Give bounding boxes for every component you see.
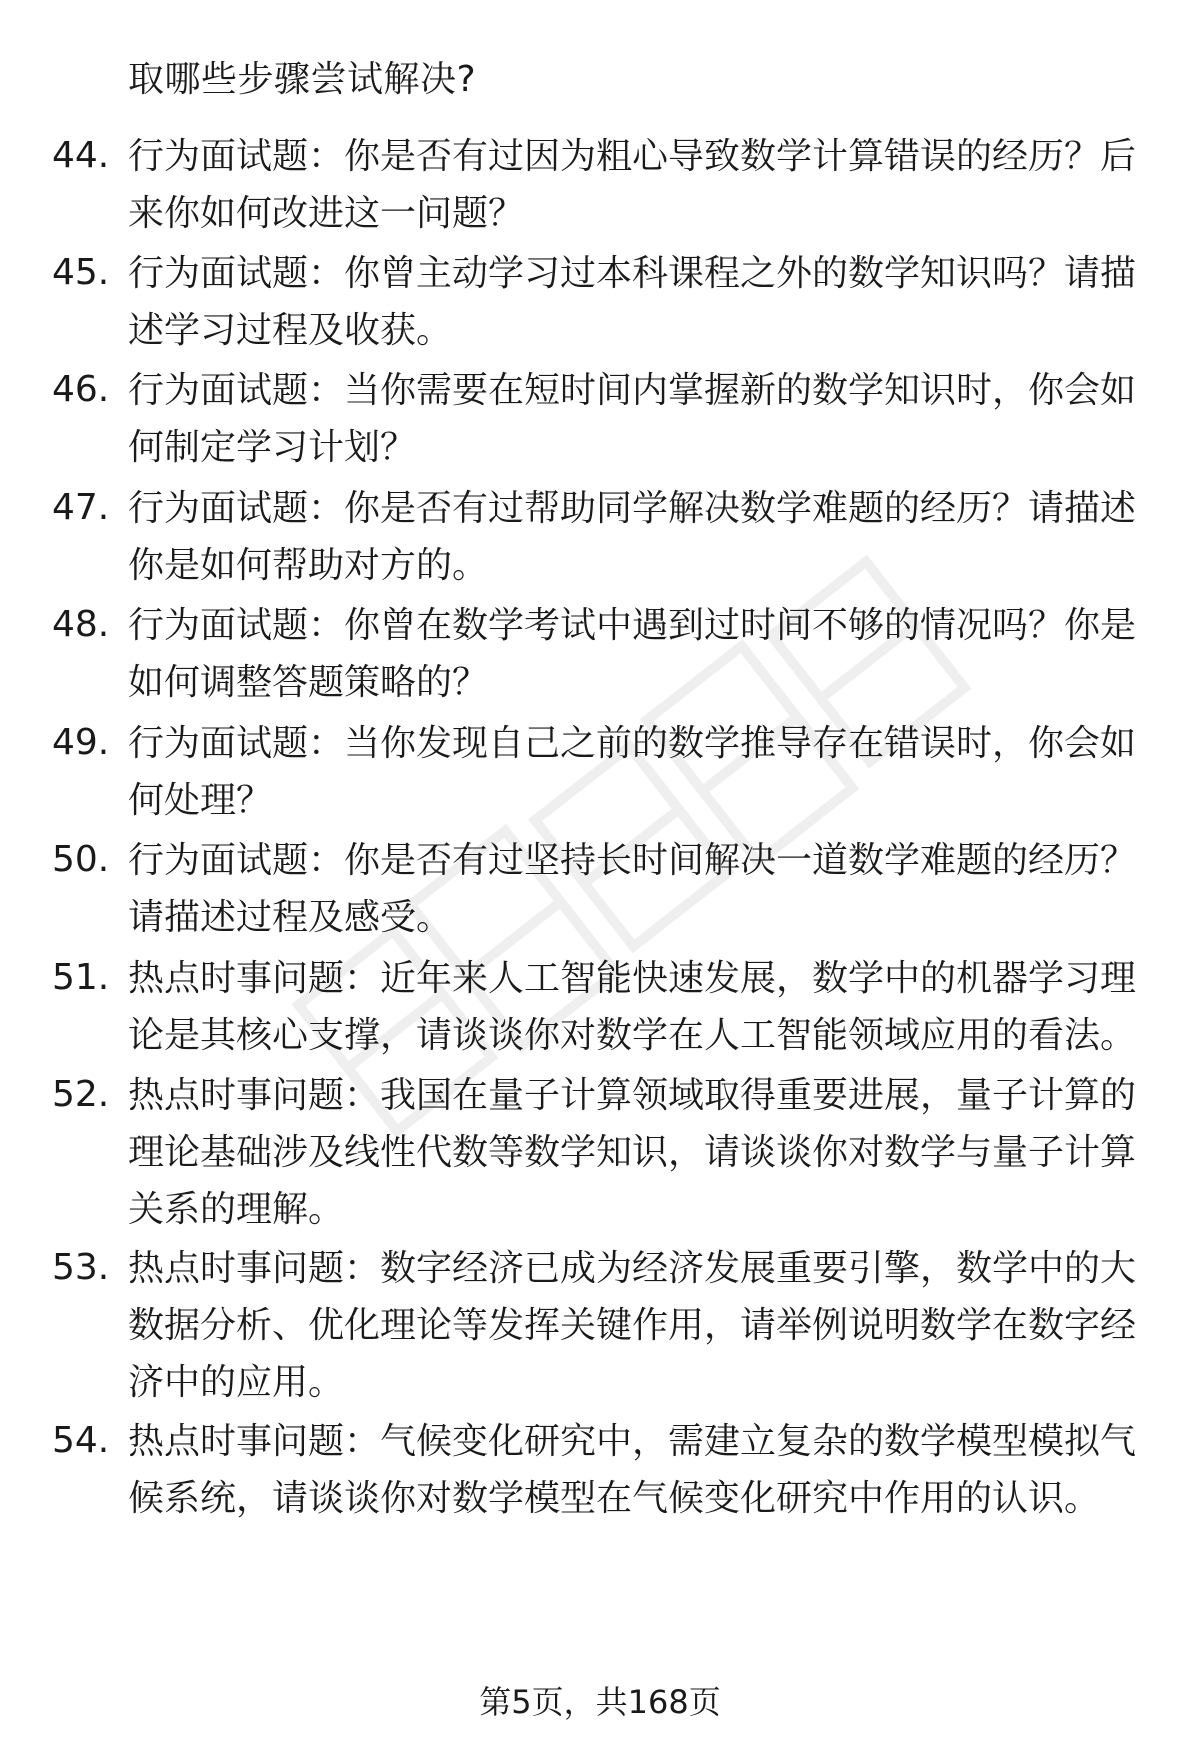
item-text: 行为面试题：当你需要在短时间内掌握新的数学知识时，你会如何制定学习计划？ [128,370,1137,468]
item-number: 51. [52,957,110,998]
item-number: 52. [52,1074,110,1115]
item-number: 48. [52,604,110,645]
item-number: 54. [52,1420,110,1461]
item-text: 行为面试题：你曾主动学习过本科课程之外的数学知识吗？请描述学习过程及收获。 [128,253,1137,351]
item-number: 46. [52,369,110,410]
item-text: 热点时事问题：气候变化研究中，需建立复杂的数学模型模拟气候系统，请谈谈你对数学模型在气候变化研究中作用的认识。 [128,1421,1137,1519]
item-text: 行为面试题：当你发现自己之前的数学推导存在错误时，你会如何处理？ [128,723,1137,821]
item-number: 45. [52,252,110,293]
item-text: 行为面试题：你是否有过坚持长时间解决一道数学难题的经历？请描述过程及感受。 [128,840,1137,938]
continuation-text: 取哪些步骤尝试解决? [128,59,477,100]
page-footer: 第5页，共168页 [479,1683,721,1721]
item-text: 热点时事问题：我国在量子计算领域取得重要进展，量子计算的理论基础涉及线性代数等数学知识，请谈谈你对数学与量子计算关系的理解。 [128,1075,1137,1230]
item-number: 44. [52,135,110,176]
item-number: 49. [52,722,110,763]
item-text: 热点时事问题：近年来人工智能快速发展，数学中的机器学习理论是其核心支撑，请谈谈你对数学在人工智能领域应用的看法。 [128,958,1137,1056]
item-text: 行为面试题：你是否有过帮助同学解决数学难题的经历？请描述你是如何帮助对方的。 [128,488,1137,586]
item-number: 53. [52,1247,110,1288]
item-text: 热点时事问题：数字经济已成为经济发展重要引擎，数学中的大数据分析、优化理论等发挥关键作用，请举例说明数学在数字经济中的应用。 [128,1248,1137,1403]
item-text: 行为面试题：你曾在数学考试中遇到过时间不够的情况吗？你是如何调整答题策略的？ [128,605,1137,703]
item-number: 47. [52,487,110,528]
item-number: 50. [52,839,110,880]
item-text: 行为面试题：你是否有过因为粗心导致数学计算错误的经历？后来你如何改进这一问题？ [128,136,1137,234]
